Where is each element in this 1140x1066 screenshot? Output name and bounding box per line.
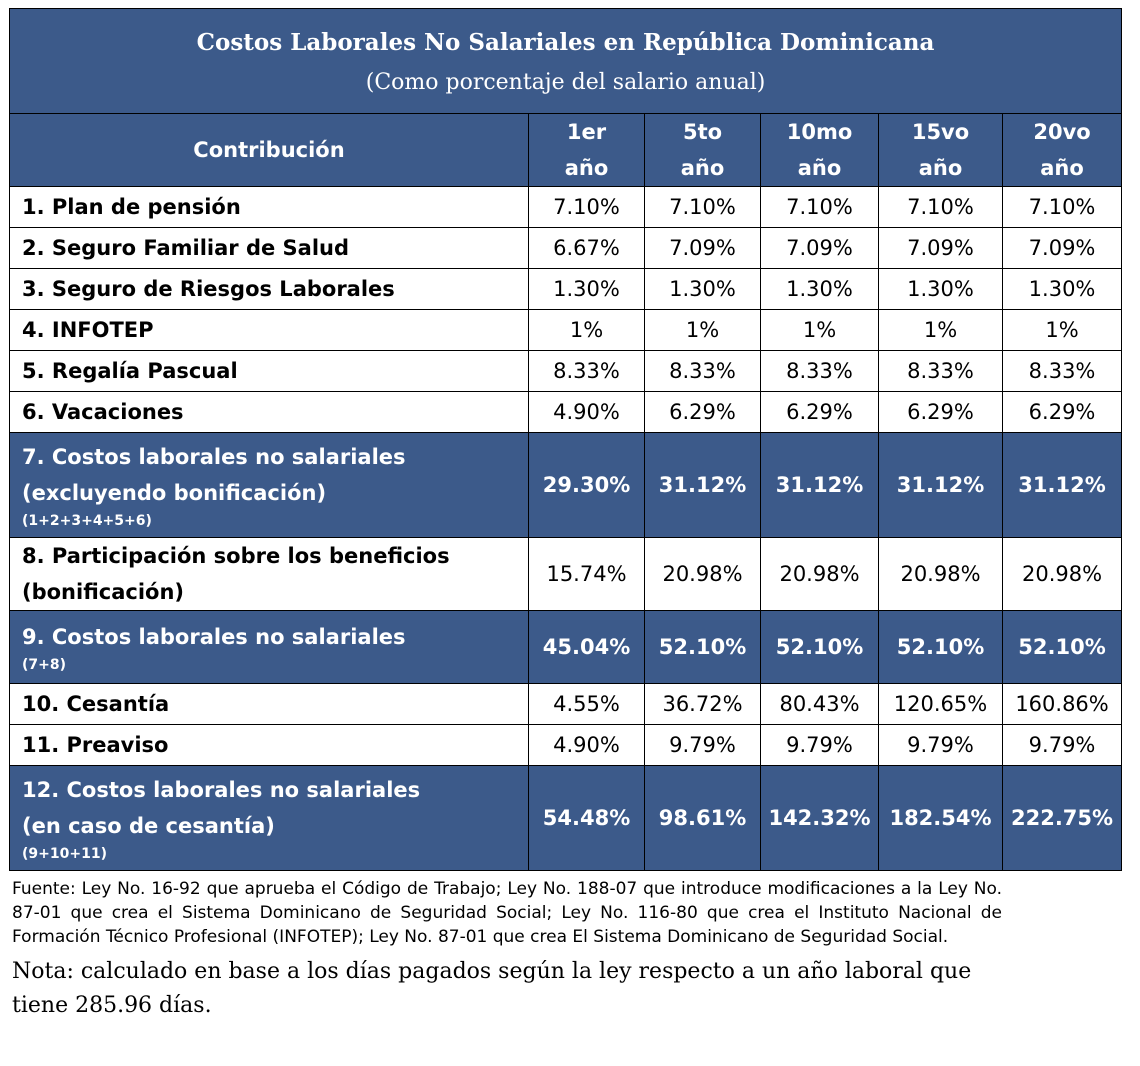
value-cell: 7.09%	[761, 228, 879, 269]
header-year: 5to año	[645, 114, 761, 187]
row-formula: (1+2+3+4+5+6)	[22, 513, 152, 529]
row-label: 6. Vacaciones	[10, 392, 529, 433]
value-cell: 1.30%	[879, 269, 1003, 310]
value-cell: 7.10%	[645, 187, 761, 228]
value-cell: 8.33%	[761, 351, 879, 392]
value-cell: 9.79%	[645, 725, 761, 766]
value-cell: 52.10%	[761, 611, 879, 684]
value-cell: 31.12%	[761, 433, 879, 538]
header-year: 15vo año	[879, 114, 1003, 187]
row-label	[10, 611, 529, 684]
value-cell: 1%	[879, 310, 1003, 351]
costs-table	[9, 8, 1122, 871]
row-label: 11. Preaviso	[10, 725, 529, 766]
value-cell: 29.30%	[529, 433, 645, 538]
row-label	[10, 538, 529, 611]
value-cell: 36.72%	[645, 684, 761, 725]
value-cell: 120.65%	[879, 684, 1003, 725]
value-cell: 54.48%	[529, 766, 645, 871]
value-cell: 7.10%	[529, 187, 645, 228]
calculation-note: Nota: calculado en base a los días pagados según la ley respecto a un año laboral que tiene 285.96 días.	[12, 959, 972, 1018]
value-cell: 52.10%	[879, 611, 1003, 684]
value-cell: 222.75%	[1003, 766, 1122, 871]
value-cell: 1.30%	[761, 269, 879, 310]
value-cell: 8.33%	[879, 351, 1003, 392]
row-label: 10. Cesantía	[10, 684, 529, 725]
value-cell: 9.79%	[761, 725, 879, 766]
value-cell: 4.90%	[529, 392, 645, 433]
value-cell: 7.09%	[879, 228, 1003, 269]
value-cell: 1%	[761, 310, 879, 351]
row-label	[10, 766, 529, 871]
value-cell: 4.55%	[529, 684, 645, 725]
title-row	[10, 9, 1122, 114]
table-row	[10, 187, 1122, 228]
value-cell: 6.67%	[529, 228, 645, 269]
table-title: Costos Laborales No Salariales en República Dominicana	[196, 29, 935, 56]
value-cell: 31.12%	[1003, 433, 1122, 538]
row-label: 5. Regalía Pascual	[10, 351, 529, 392]
value-cell: 7.10%	[1003, 187, 1122, 228]
value-cell: 1.30%	[529, 269, 645, 310]
value-cell: 52.10%	[1003, 611, 1122, 684]
header-contribution: Contribución	[10, 114, 529, 187]
row-label	[10, 433, 529, 538]
row-label-line: 7. Costos laborales no salariales	[22, 445, 406, 469]
value-cell: 9.79%	[1003, 725, 1122, 766]
value-cell: 52.10%	[645, 611, 761, 684]
table-row	[10, 725, 1122, 766]
value-cell: 7.09%	[645, 228, 761, 269]
value-cell: 6.29%	[1003, 392, 1122, 433]
table-row	[10, 684, 1122, 725]
value-cell: 8.33%	[1003, 351, 1122, 392]
row-label-line: 12. Costos laborales no salariales	[22, 778, 421, 802]
value-cell: 98.61%	[645, 766, 761, 871]
header-year: 1er año	[529, 114, 645, 187]
value-cell: 1%	[1003, 310, 1122, 351]
row-label: 1. Plan de pensión	[10, 187, 529, 228]
row-formula: (7+8)	[22, 657, 67, 673]
value-cell: 6.29%	[645, 392, 761, 433]
value-cell: 4.90%	[529, 725, 645, 766]
table-subtitle: (Como porcentaje del salario anual)	[365, 70, 766, 95]
row-label-line: 8. Participación sobre los beneficios	[22, 544, 450, 568]
value-cell: 142.32%	[761, 766, 879, 871]
table-row	[10, 538, 1122, 611]
value-cell: 1%	[529, 310, 645, 351]
value-cell: 1.30%	[1003, 269, 1122, 310]
value-cell: 6.29%	[879, 392, 1003, 433]
row-formula: (9+10+11)	[22, 846, 107, 862]
table-row	[10, 392, 1122, 433]
value-cell: 1.30%	[645, 269, 761, 310]
table-row	[10, 228, 1122, 269]
value-cell: 8.33%	[645, 351, 761, 392]
value-cell: 6.29%	[761, 392, 879, 433]
table-row	[10, 351, 1122, 392]
value-cell: 9.79%	[879, 725, 1003, 766]
row-label: 4. INFOTEP	[10, 310, 529, 351]
value-cell: 160.86%	[1003, 684, 1122, 725]
header-year: 20vo año	[1003, 114, 1122, 187]
value-cell: 15.74%	[529, 538, 645, 611]
value-cell: 20.98%	[645, 538, 761, 611]
table-row	[10, 433, 1122, 538]
table-row	[10, 611, 1122, 684]
value-cell: 20.98%	[879, 538, 1003, 611]
value-cell: 80.43%	[761, 684, 879, 725]
source-note: Fuente: Ley No. 16-92 que aprueba el Código de Trabajo; Ley No. 188-07 que introduce modificaciones a la Ley No. 87-01 que crea el Sistema Dominicano de Seguridad Social; Ley No. 116-80 que crea el Instituto Nacional de Formación Técnico Profesional (INFOTEP); Ley No. 87-01 que crea El Sistema Dominicano de Seguridad Social.	[12, 879, 1002, 947]
value-cell: 45.04%	[529, 611, 645, 684]
value-cell: 182.54%	[879, 766, 1003, 871]
table-row	[10, 310, 1122, 351]
value-cell: 31.12%	[645, 433, 761, 538]
row-label: 2. Seguro Familiar de Salud	[10, 228, 529, 269]
value-cell: 1%	[645, 310, 761, 351]
value-cell: 8.33%	[529, 351, 645, 392]
value-cell: 20.98%	[761, 538, 879, 611]
table-row	[10, 766, 1122, 871]
row-label-line: 9. Costos laborales no salariales	[22, 625, 406, 649]
header-year: 10mo año	[761, 114, 879, 187]
value-cell: 7.10%	[761, 187, 879, 228]
row-label-line: (bonificación)	[22, 580, 185, 604]
value-cell: 20.98%	[1003, 538, 1122, 611]
row-label-line: (en caso de cesantía)	[22, 814, 275, 838]
table-row	[10, 269, 1122, 310]
header-row	[10, 114, 1122, 187]
row-label-line: (excluyendo bonificación)	[22, 481, 327, 505]
table-container	[9, 8, 1121, 1023]
value-cell: 7.09%	[1003, 228, 1122, 269]
value-cell: 31.12%	[879, 433, 1003, 538]
row-label: 3. Seguro de Riesgos Laborales	[10, 269, 529, 310]
value-cell: 7.10%	[879, 187, 1003, 228]
